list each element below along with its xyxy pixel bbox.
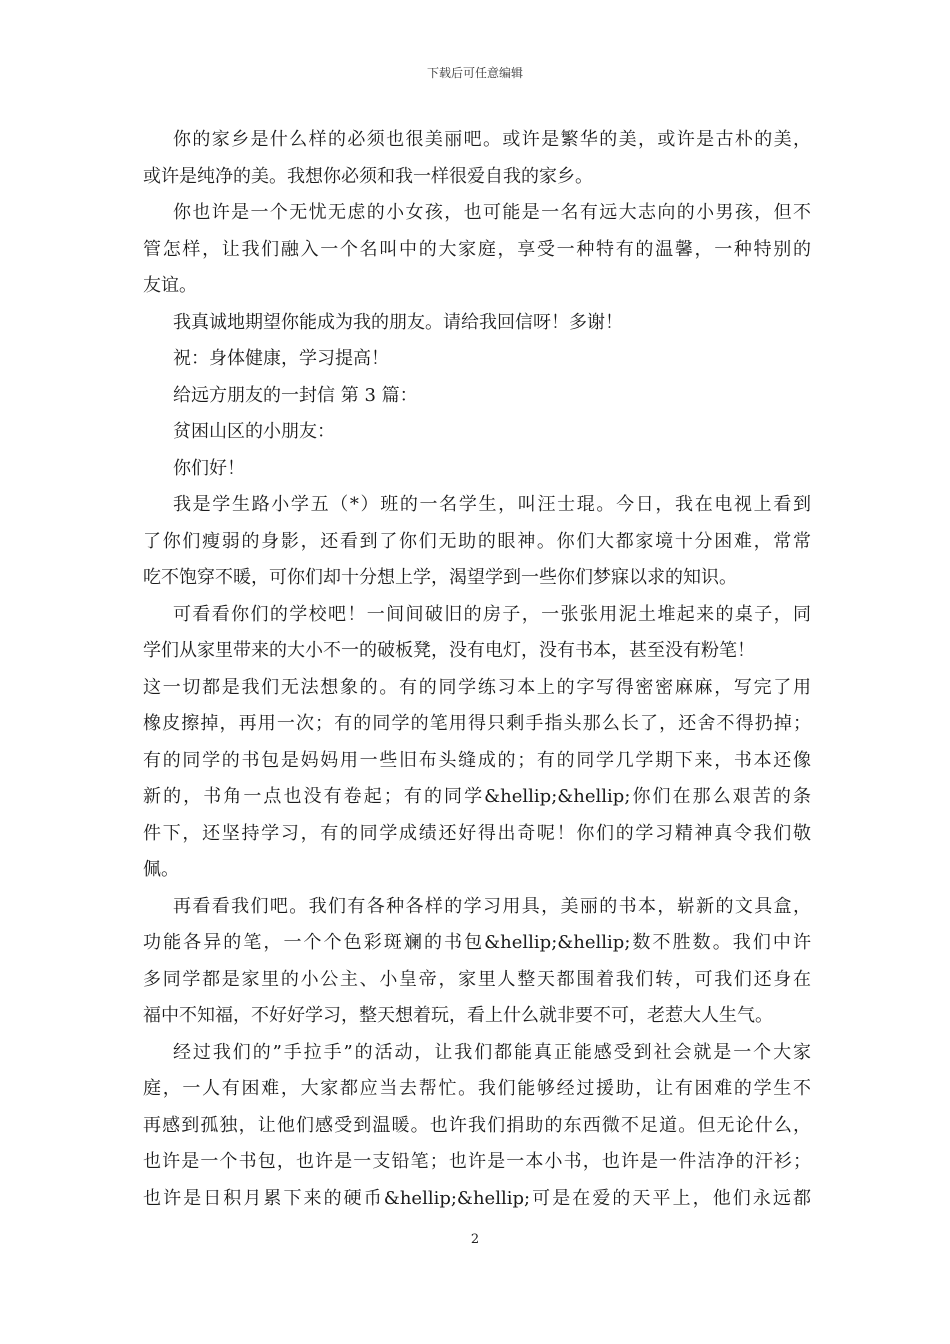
text-line: 贫困山区的小朋友： — [173, 421, 335, 442]
text-line: 学们从家里带来的大小不一的破板凳，没有电灯，没有书本，甚至没有粉笔！ — [143, 640, 755, 661]
text-line: 多同学都是家里的小公主、小皇帝，家里人整天都围着我们转，可我们还身在 — [143, 968, 811, 990]
text-line: 吃不饱穿不暖，可你们却十分想上学，渴望学到一些你们梦寐以求的知识。 — [143, 567, 737, 588]
text-line: 你的家乡是什么样的必须也很美丽吧。或许是繁华的美，或许是古朴的美， — [173, 129, 811, 150]
text-line: 佩。 — [143, 859, 179, 880]
text-line: 庭，一人有困难，大家都应当去帮忙。我们能够经过援助，让有困难的学生不 — [143, 1078, 811, 1099]
text-line: 再看看我们吧。我们有各种各样的学习用具，美丽的书本，崭新的文具盒， — [173, 895, 811, 917]
text-line: 也许是日积月累下来的硬币&hellip;&hellip;可是在爱的天平上，他们永远都 — [143, 1187, 811, 1209]
text-line: 了你们瘦弱的身影，还看到了你们无助的眼神。你们大都家境十分困难，常常 — [143, 530, 811, 552]
text-line: 经过我们的”手拉手”的活动，让我们都能真正能感受到社会就是一个大家 — [173, 1041, 811, 1063]
text-line: 给远方朋友的一封信 第 3 篇： — [173, 384, 418, 406]
text-line: 可看看你们的学校吧！一间间破旧的房子，一张张用泥土堆起来的桌子，同 — [173, 603, 811, 625]
text-line: 这一切都是我们无法想象的。有的同学练习本上的字写得密密麻麻，写完了用 — [143, 676, 811, 698]
text-line: 功能各异的笔，一个个色彩斑斓的书包&hellip;&hellip;数不胜数。我们中许 — [143, 932, 811, 953]
text-line: 新的，书角一点也没有卷起；有的同学&hellip;&hellip;你们在那么艰苦的条 — [143, 786, 811, 807]
text-line: 管怎样，让我们融入一个名叫中的大家庭，享受一种特有的温馨，一种特别的 — [143, 238, 811, 260]
text-line: 件下，还坚持学习，有的同学成绩还好得出奇呢！你们的学习精神真令我们敬 — [143, 822, 811, 844]
text-line: 橡皮擦掉，再用一次；有的同学的笔用得只剩手指头那么长了，还舍不得扔掉； — [143, 713, 811, 734]
text-line: 我真诚地期望你能成为我的朋友。请给我回信呀！多谢！ — [173, 311, 623, 333]
text-line: 再感到孤独，让他们感受到温暖。也许我们捐助的东西微不足道。但无论什么， — [143, 1114, 811, 1136]
text-line: 你们好！ — [173, 457, 245, 479]
document-body — [143, 122, 811, 1217]
text-line: 福中不知福，不好好学习，整天想着玩，看上什么就非要不可，老惹大人生气。 — [143, 1005, 773, 1026]
text-line: 或许是纯净的美。我想你必须和我一样很爱自我的家乡。 — [143, 165, 593, 187]
page-number: 2 — [470, 1232, 480, 1247]
text-line: 也许是一个书包，也许是一支铅笔；也许是一本小书，也许是一件洁净的汗衫； — [143, 1151, 811, 1172]
text-line: 我是学生路小学五（*）班的一名学生，叫汪士琨。今日，我在电视上看到 — [173, 494, 811, 515]
text-line: 有的同学的书包是妈妈用一些旧布头缝成的；有的同学几学期下来，书本还像 — [143, 749, 811, 771]
text-line: 友谊。 — [143, 275, 197, 296]
text-line: 祝：身体健康，学习提高！ — [173, 348, 389, 369]
page-header: 下载后可任意编辑 — [426, 66, 523, 80]
text-line: 你也许是一个无忧无虑的小女孩，也可能是一名有远大志向的小男孩，但不 — [173, 202, 811, 223]
